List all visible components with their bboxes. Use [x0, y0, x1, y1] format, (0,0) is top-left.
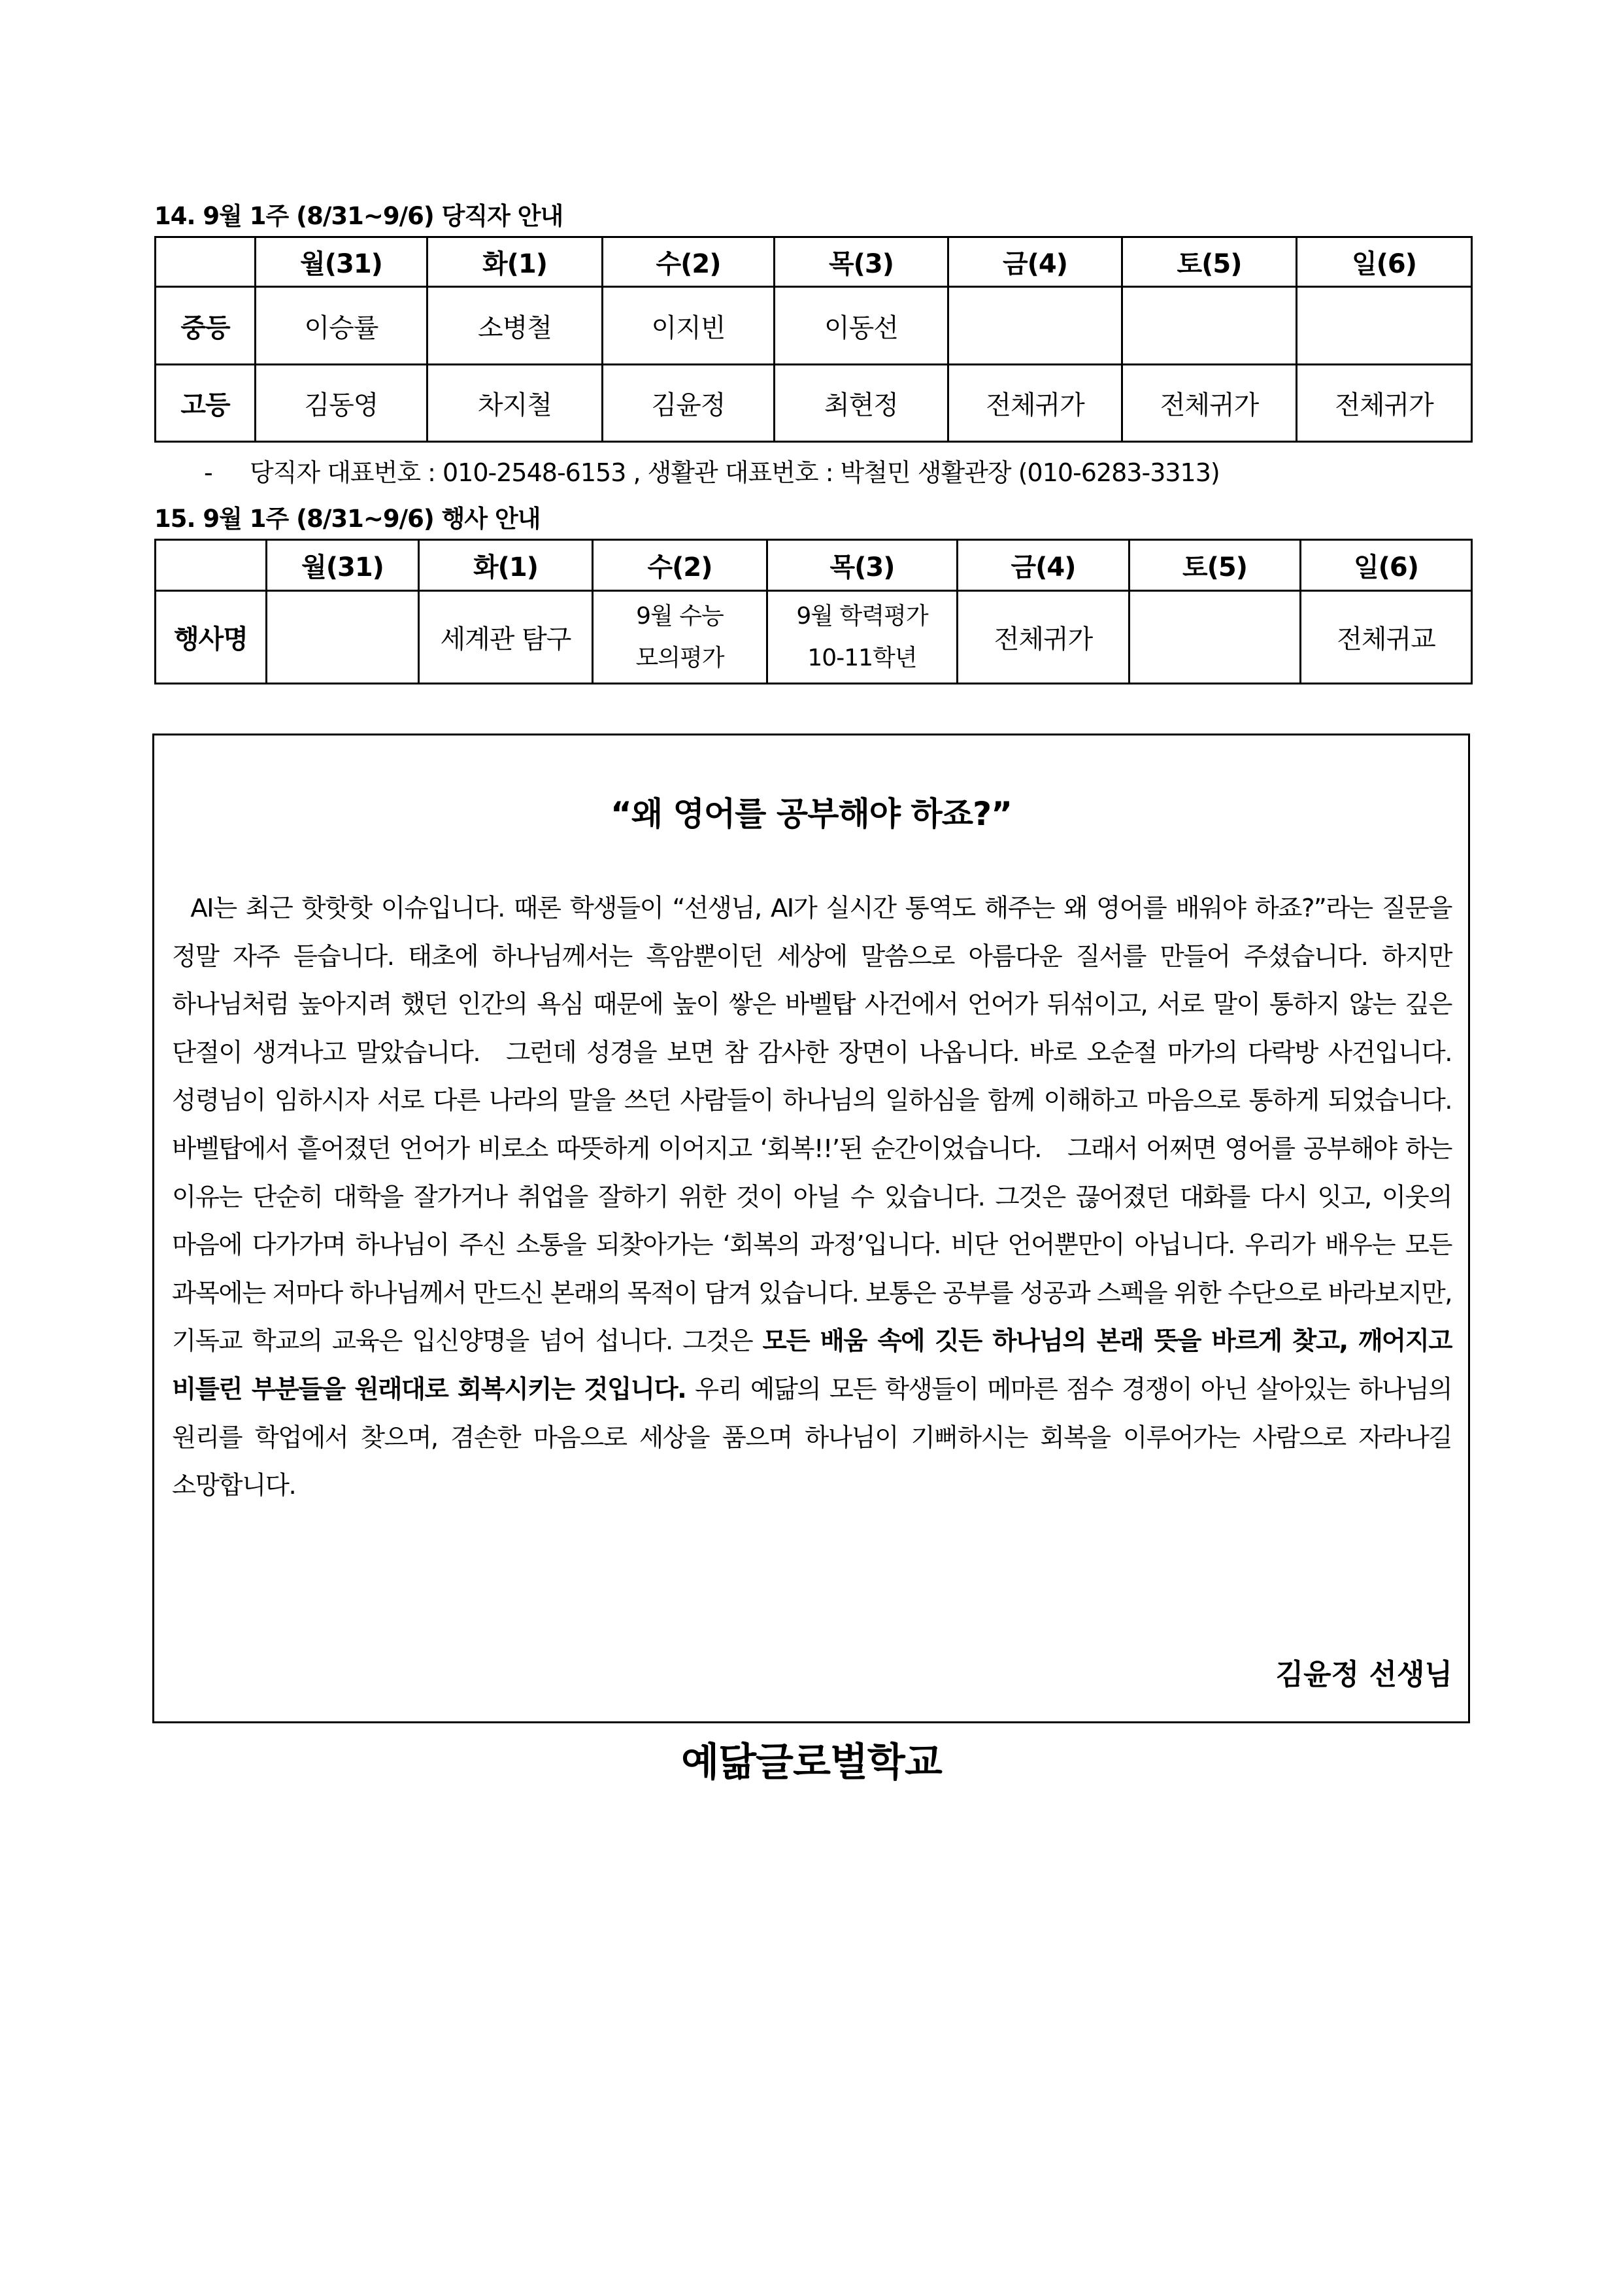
duty-day-header: 일(6)	[1297, 237, 1472, 287]
essay-signature: 김윤정 선생님	[1275, 1658, 1452, 1691]
duty-contact-note	[204, 452, 1220, 488]
duty-day-header: 금(4)	[948, 237, 1122, 287]
duty-cell: 이동선	[775, 287, 948, 365]
duty-row-label: 고등	[156, 365, 256, 442]
duty-cell: 전체귀가	[1297, 365, 1472, 442]
duty-day-header: 수(2)	[603, 237, 775, 287]
essay-box	[152, 734, 1470, 1723]
event-cell	[1129, 591, 1301, 684]
note-dash: -	[204, 458, 212, 487]
duty-table	[154, 236, 1473, 443]
duty-cell: 김동영	[256, 365, 427, 442]
event-line: 전체귀교	[1337, 624, 1435, 654]
event-cell	[267, 591, 419, 684]
duty-cell	[1122, 287, 1297, 365]
duty-row-high	[156, 365, 1472, 442]
events-corner-cell	[156, 540, 267, 591]
event-line: 9월 학력평가	[796, 602, 928, 630]
duty-header-row	[156, 237, 1472, 287]
event-line: 모의평가	[635, 644, 724, 671]
events-table	[154, 539, 1473, 684]
essay-part-1: AI는 최근 핫핫핫 이슈입니다. 때론 학생들이 “선생님, AI가 실시간 통역도 해주는 왜 영어를 배워야 하죠?”라는 질문을 정말 자주 듣습니다. 태초에 하나님께서는 흑암뿐이던 세상에 말씀으로 아름다운 질서를 만들어 주셨습니다. 하지만 하나님처럼 높아지려 했던 인간의 욕심 때문에 높이 쌓은 바벨탑 사건에서 언어가 뒤섞이고, 서로 말이 통하지 않는 깊은 단절이 생겨나고 말았습니다.	[172, 894, 1452, 1068]
essay-part-2: 그런데 성경을 보면 참 감사한 장면이 나옵니다. 바로 오순절 마가의 다락방 사건입니다. 성령님이 임하시자 서로 다른 나라의 말을 쓰던 사람들이 하나님의 일하심을 함께 이해하고 마음으로 통하게 되었습니다. 바벨탑에서 흩어졌던 언어가 비로소 따뜻하게 이어지고 ‘회복!!’된 순간이었습니다.	[172, 1038, 1452, 1164]
event-cell	[419, 591, 593, 684]
duty-row-label: 중등	[156, 287, 256, 365]
duty-cell: 김윤정	[603, 365, 775, 442]
events-day-header: 금(4)	[958, 540, 1129, 591]
event-line: 전체귀가	[994, 624, 1093, 654]
events-day-header: 월(31)	[267, 540, 419, 591]
duty-cell: 소병철	[427, 287, 603, 365]
duty-cell: 전체귀가	[948, 365, 1122, 442]
events-day-header: 일(6)	[1301, 540, 1472, 591]
note-text: 당직자 대표번호 : 010-2548-6153 , 생활관 대표번호 : 박철민 생활관장 (010-6283-3313)	[250, 458, 1220, 487]
duty-cell: 최현정	[775, 365, 948, 442]
duty-day-header: 월(31)	[256, 237, 427, 287]
event-cell	[958, 591, 1129, 684]
event-line: 10-11학년	[807, 644, 917, 671]
events-day-header: 수(2)	[593, 540, 767, 591]
duty-day-header: 화(1)	[427, 237, 603, 287]
duty-cell	[948, 287, 1122, 365]
duty-cell: 이승률	[256, 287, 427, 365]
duty-day-header: 토(5)	[1122, 237, 1297, 287]
duty-section-title: 14. 9월 1주 (8/31~9/6) 당직자 안내	[154, 202, 563, 230]
events-section-title: 15. 9월 1주 (8/31~9/6) 행사 안내	[154, 505, 541, 533]
events-row-label: 행사명	[156, 591, 267, 684]
essay-part-4: 우리 예닮의 모든 학생들이 메마른 점수 경쟁이 아닌 살아있는 하나님의 원리를 학업에서 찾으며, 겸손한 마음으로 세상을 품으며 하나님이 기뻐하시는 회복을 이루어가는 사람으로 자라나길 소망합니다.	[172, 1374, 1452, 1501]
school-name: 예닮글로벌학교	[681, 1740, 942, 1785]
events-day-header: 화(1)	[419, 540, 593, 591]
duty-cell	[1297, 287, 1472, 365]
duty-day-header: 목(3)	[775, 237, 948, 287]
event-line: 세계관 탐구	[440, 624, 571, 654]
event-cell	[593, 591, 767, 684]
events-header-row	[156, 540, 1472, 591]
essay-part-3: 그래서 어쩌면 영어를 공부해야 하는 이유는 단순히 대학을 잘가거나 취업을 잘하기 위한 것이 아닐 수 있습니다. 그것은 끊어졌던 대화를 다시 잇고, 이웃의 마음에 다가가며 하나님이 주신 소통을 되찾아가는 ‘회복의 과정’입니다. 비단 언어뿐만이 아닙니다. 우리가 배우는 모든 과목에는 저마다 하나님께서 만드신 본래의 목적이 담겨 있습니다. 보통은 공부를 성공과 스펙을 위한 수단으로 바라보지만, 기독교 학교의 교육은 입신양명을 넘어 섭니다. 그것은	[172, 1134, 1452, 1357]
event-cell	[767, 591, 958, 684]
duty-cell: 이지빈	[603, 287, 775, 365]
essay-emphasis: 모든 배움 속에 깃든 하나님의 본래 뜻을 바르게 찾고, 깨어지고 비틀린 부분들을 원래대로 회복시키는 것입니다.	[172, 1326, 1452, 1404]
event-line: 9월 수능	[636, 602, 724, 630]
event-cell	[1301, 591, 1472, 684]
essay-title: “왜 영어를 공부해야 하죠?”	[611, 795, 1012, 833]
events-day-header: 토(5)	[1129, 540, 1301, 591]
duty-cell: 전체귀가	[1122, 365, 1297, 442]
duty-row-middle	[156, 287, 1472, 365]
events-day-header: 목(3)	[767, 540, 958, 591]
duty-corner-cell	[156, 237, 256, 287]
duty-cell: 차지철	[427, 365, 603, 442]
essay-body	[172, 885, 1452, 1510]
events-row	[156, 591, 1472, 684]
